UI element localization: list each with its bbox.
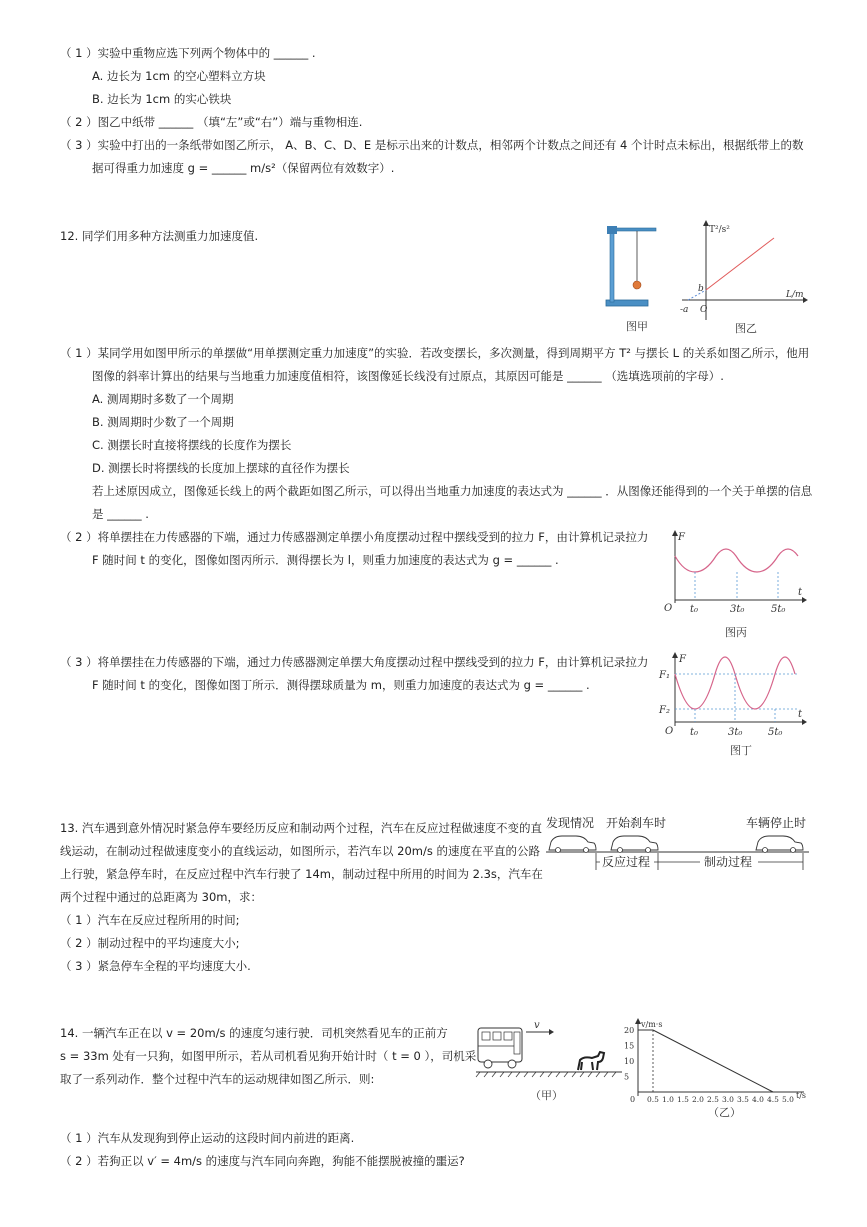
yi-o-label: O [700, 305, 708, 315]
car-label-3: 车辆停止时 [746, 816, 807, 830]
fig14-jia-caption: （甲） [530, 1089, 563, 1102]
q12-part1-followup: 若上述原因成立，图像延长线上的两个截距如图乙所示，可以得出当地重力加速度的表达式为 ______ ．从图像还能得到的一个关于单摆的信息 [92, 484, 813, 498]
q12-part1-followup-cont: 是 ______ . [92, 507, 149, 521]
ding-f2-label: F₂ [659, 705, 670, 716]
ding-y-arrow [672, 652, 678, 658]
vt-x-tick-label: 2.0 [692, 1095, 704, 1104]
force-time-large-angle-graph [655, 652, 810, 740]
q12-part3: （ 3 ）将单摆挂在力传感器的下端，通过力传感器测定单摆大角度摆动过程中摆线受到的拉力 F，由计算机记录拉力 [60, 655, 649, 669]
vt-x-tick-label: 3.5 [737, 1095, 749, 1104]
ding-x-arrow [802, 719, 807, 725]
vt-y-tick-label: 5 [624, 1072, 630, 1082]
fig14-yi-caption: （乙） [708, 1106, 741, 1119]
q12-part2: （ 2 ）将单摆挂在力传感器的下端，通过力传感器测定单摆小角度摆动过程中摆线受到的拉力 F，由计算机记录拉力 [60, 530, 649, 544]
q13-part2: （ 2 ）制动过程中的平均速度大小; [60, 936, 240, 950]
reaction-label: 反应过程 [602, 855, 651, 869]
q12-part2-cont: F 随时间 t 的变化，图像如图丙所示．测得摆长为 l，则重力加速度的表达式为 g = ______ . [92, 553, 559, 567]
yi-y-label: T²/s² [709, 225, 730, 235]
vt-series-segment [653, 1030, 773, 1092]
q14-text-1: 14. 一辆汽车正在以 v = 20m/s 的速度匀速行驶．司机突然看见车的正前方 [60, 1026, 448, 1040]
fig-bing-caption: 图丙 [725, 626, 747, 639]
bing-y-label: F [678, 532, 685, 543]
vt-y-tick-label: 10 [624, 1057, 635, 1066]
q12-part1: （ 1 ）某同学用如图甲所示的单摆做“用单摆测定重力加速度”的实验．若改变摆长，多次测量，得到周期平方 T² 与摆长 L 的关系如图乙所示，他用 [60, 346, 810, 360]
vt-x-tick-label: 4.0 [752, 1095, 764, 1104]
yi-x-arrow [803, 297, 808, 303]
vt-y-tick-label: 15 [624, 1041, 635, 1051]
vt-y-tick-label: 20 [624, 1026, 635, 1035]
q12-option-c: C. 测摆长时直接将摆线的长度作为摆长 [92, 438, 292, 452]
bing-tick-3: 5t₀ [771, 604, 786, 615]
velocity-label: v [534, 1020, 540, 1031]
bing-o-label: O [664, 603, 673, 614]
q12-part3-cont: F 随时间 t 的变化，图像如图丁所示．测得摆球质量为 m，则重力加速度的表达式为 g = ______ . [92, 678, 590, 692]
vt-x-tick-label: 5.0 [782, 1095, 794, 1104]
q14-part2: （ 2 ）若狗正以 v′ = 4m/s 的速度与汽车同向奔跑，狗能不能摆脱被撞的噩运? [60, 1154, 465, 1168]
yi-x-label: L/m [786, 290, 804, 300]
yi-data-line [706, 238, 774, 290]
vt-x-tick-label: 3.0 [722, 1095, 734, 1104]
bing-tick-1: t₀ [690, 604, 699, 615]
vt-x-tick-label: 1.5 [677, 1095, 689, 1104]
car-label-1: 发现情况 [546, 816, 595, 830]
q11-part3: （ 3 ）实验中打出的一条纸带如图乙所示， A、B、C、D、E 是标示出来的计数点，相邻两个计数点之间还有 4 个计时点未标出，根据纸带上的数 [60, 138, 804, 152]
vt-x-tick-label: 4.5 [767, 1095, 779, 1104]
car-1 [549, 836, 596, 853]
q12-option-b: B. 测周期时少数了一个周期 [92, 415, 234, 429]
pendulum-bob [633, 281, 641, 289]
bus-dog-figure [474, 1020, 624, 1088]
ding-tick-2: 3t₀ [728, 727, 743, 738]
vt-x-tick-label: 0.5 [647, 1095, 659, 1104]
ding-y-label: F [679, 654, 686, 665]
t2-vs-l-graph [678, 220, 808, 325]
ding-o-label: O [665, 726, 674, 737]
velocity-time-chart [620, 1018, 812, 1108]
ding-x-label: t [798, 709, 803, 720]
q13-text-3: 上行驶，紧急停车时，在反应过程中汽车行驶了 14m，制动过程中所用的时间为 2.3s，汽车在 [60, 867, 543, 881]
q11-1-option-b: B. 边长为 1cm 的实心铁块 [92, 92, 232, 106]
yi-b-label: b [698, 284, 704, 294]
velocity-arrowhead [549, 1029, 554, 1035]
q13-text-1: 13. 汽车遇到意外情况时紧急停车要经历反应和制动两个过程，汽车在反应过程做速度不变的直 [60, 821, 542, 835]
bing-x-arrow [802, 597, 807, 603]
vt-origin-label: 0 [630, 1095, 636, 1104]
ding-f1-label: F₁ [659, 670, 670, 681]
car-braking-figure [544, 814, 812, 874]
stand-clamp [607, 226, 617, 234]
q13-text-2: 线运动，在制动过程做速度变小的直线运动，如图所示，若汽车以 20m/s 的速度在平直的公路 [60, 844, 541, 858]
bus-icon [478, 1028, 522, 1068]
ding-tick-1: t₀ [690, 727, 699, 738]
q12-title: 12. 同学们用多种方法测重力加速度值. [60, 229, 259, 243]
dog-icon [578, 1052, 604, 1070]
force-time-small-angle-graph [660, 528, 810, 618]
car-2 [611, 836, 658, 853]
q14-text-2: s = 33m 处有一只狗，如图甲所示，若从司机看见狗开始计时（ t = 0 ），司机采 [60, 1049, 477, 1063]
q13-part3: （ 3 ）紧急停车全程的平均速度大小. [60, 959, 251, 973]
fig-jia-caption: 图甲 [626, 320, 648, 333]
fig-ding-caption: 图丁 [730, 744, 752, 757]
car-3 [756, 836, 803, 853]
q14-text-3: 取了一系列动作．整个过程中汽车的运动规律如图乙所示．则: [60, 1072, 375, 1086]
q11-part2: （ 2 ）图乙中纸带 ______ （填“左”或“右”）端与重物相连. [60, 115, 363, 129]
bing-x-label: t [798, 587, 803, 598]
bing-tick-2: 3t₀ [730, 604, 745, 615]
vt-x-label: t/s [796, 1091, 807, 1100]
fig-yi-caption: 图乙 [735, 322, 757, 335]
q11-1-option-a: A. 边长为 1cm 的空心塑料立方块 [92, 69, 266, 83]
vt-y-label: v/m·s [641, 1020, 663, 1029]
q11-3-part1: （ 1 ）实验中重物应选下列两个物体中的 ______ . [60, 46, 316, 60]
bing-curve [675, 549, 798, 572]
ding-tick-3: 5t₀ [768, 727, 783, 738]
q12-part1-cont: 图像的斜率计算出的结果与当地重力加速度值相符，该图像延长线没有过原点，其原因可能是 ______ （选填选项前的字母）. [92, 369, 724, 383]
q12-option-d: D. 测摆长时将摆线的长度加上摆球的直径作为摆长 [92, 461, 350, 475]
braking-label: 制动过程 [704, 855, 753, 869]
vt-x-tick-label: 1.0 [662, 1095, 674, 1104]
q12-option-a: A. 测周期时多数了一个周期 [92, 392, 234, 406]
vt-x-tick-label: 2.5 [707, 1095, 719, 1104]
yi-a-label: -a [680, 305, 689, 315]
q13-part1: （ 1 ）汽车在反应过程所用的时间; [60, 913, 240, 927]
car-label-2: 开始刹车时 [606, 816, 667, 830]
q13-text-4: 两个过程中通过的总距离为 30m，求： [60, 890, 262, 904]
q14-part1: （ 1 ）汽车从发现狗到停止运动的这段时间内前进的距离. [60, 1131, 355, 1145]
stand-pole [610, 228, 614, 302]
q11-part3-cont: 据可得重力加速度 g = ______ m/s²（保留两位有效数字）. [92, 161, 395, 175]
